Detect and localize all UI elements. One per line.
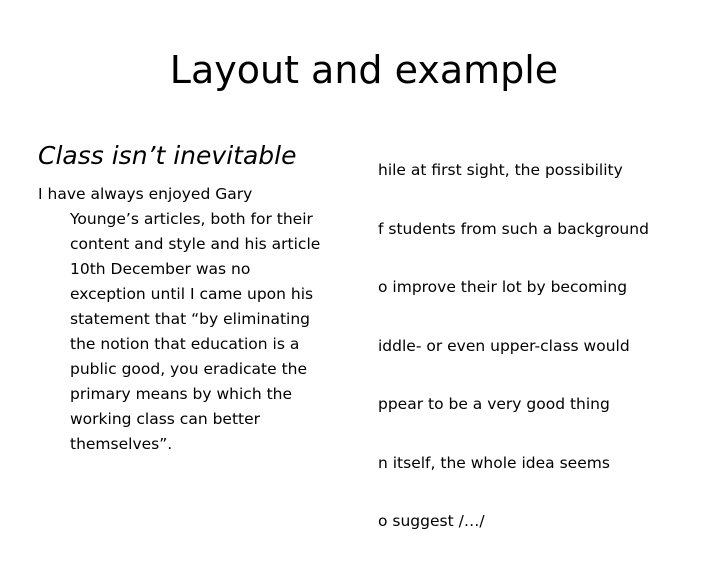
example-line: o improve their lot by becoming bbox=[378, 278, 628, 296]
paragraph-line: Younge’s articles, both for their bbox=[70, 210, 313, 228]
paragraph-line: public good, you eradicate the bbox=[70, 360, 308, 378]
paragraph-line: themselves”. bbox=[70, 435, 173, 453]
paragraph-line: content and style and his article bbox=[70, 235, 321, 253]
paragraph-line: I have always enjoyed Gary bbox=[38, 185, 253, 203]
paragraph-line: exception until I came upon his bbox=[70, 285, 314, 303]
paragraph-line: working class can better bbox=[70, 410, 261, 428]
right-column bbox=[378, 160, 718, 570]
slide-title: Layout and example bbox=[169, 48, 559, 92]
example-line: o suggest /…/ bbox=[378, 512, 485, 530]
example-line: f students from such a background bbox=[378, 219, 649, 238]
paragraph-line: the notion that education is a bbox=[70, 335, 300, 353]
example-line: n itself, the whole idea seems bbox=[378, 453, 610, 472]
article-paragraph bbox=[38, 182, 358, 457]
article-heading: Class isn’t inevitable bbox=[38, 141, 297, 170]
left-column bbox=[38, 138, 358, 457]
example-line: hile at first sight, the possibility bbox=[378, 161, 623, 179]
paragraph-line: 10th December was no bbox=[70, 260, 251, 278]
example-line: ppear to be a very good thing bbox=[378, 395, 610, 413]
paragraph-line: statement that “by eliminating bbox=[70, 310, 311, 328]
paragraph-line: primary means by which the bbox=[70, 385, 293, 403]
example-line: iddle- or even upper-class would bbox=[378, 336, 630, 355]
